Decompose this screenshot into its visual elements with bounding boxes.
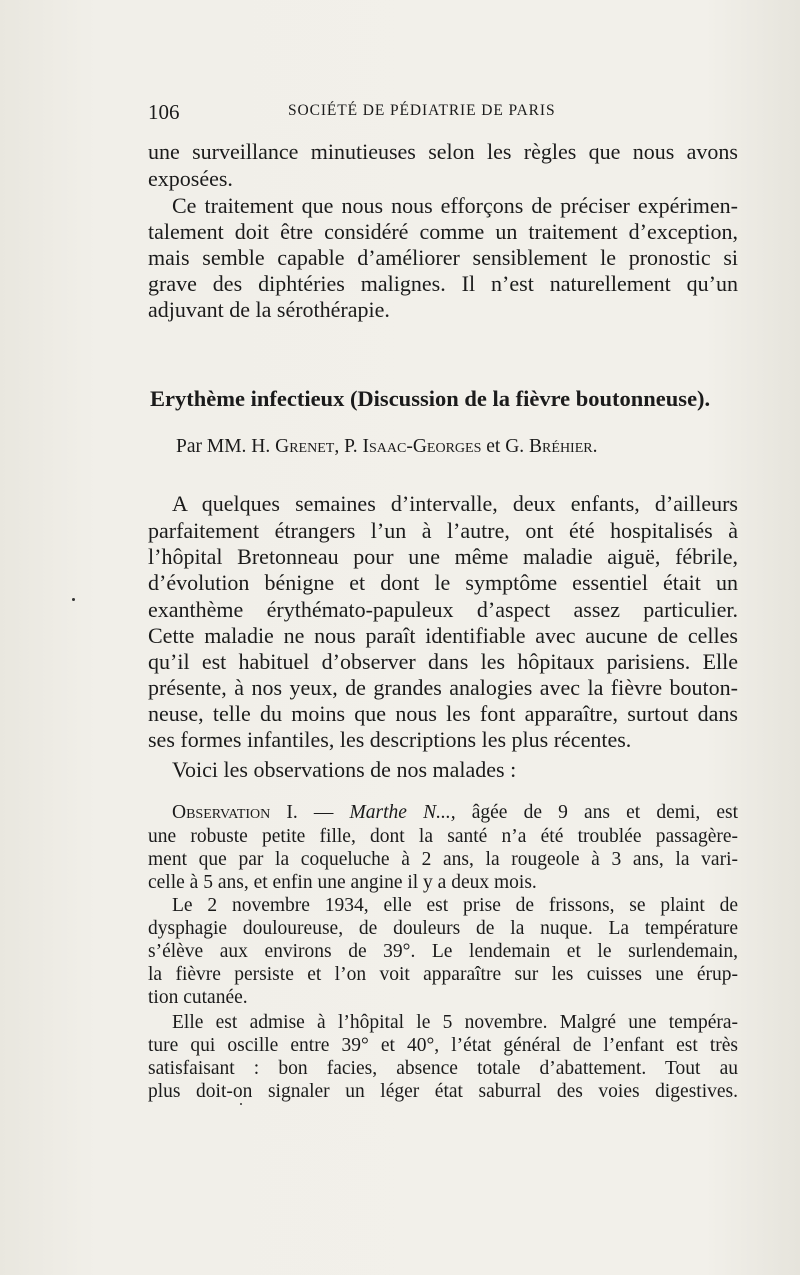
observation-line: celle à 5 ans, et enfin une angine il y a deux mois.: [148, 872, 537, 893]
paragraph5-line: s’élève aux environs de 39°. Le lendemain et le surlendemain,: [148, 941, 738, 962]
paragraph4-line: Voici les observations de nos malades :: [172, 757, 517, 782]
author-name: Grenet: [275, 436, 335, 457]
scan-speck: [240, 1103, 242, 1105]
paragraph5-line: Le 2 novembre 1934, elle est prise de frissons, se plaint de: [172, 895, 738, 916]
paragraph2-line: Ce traitement que nous nous efforçons de préciser expérimen-: [172, 193, 738, 218]
paragraph3-line: présente, à nos yeux, de grandes analogies avec la fièvre bouton-: [148, 675, 738, 700]
paragraph3-line: neuse, telle du moins que nous les font apparaître, surtout dans: [148, 701, 738, 726]
observation-line: une robuste petite fille, dont la santé n’a été troublée passagère-: [148, 826, 738, 847]
paragraph6-line: satisfaisant : bon facies, absence totale d’abattement. Tout au: [148, 1058, 738, 1079]
paragraph3-line: exanthème érythémato-papuleux d’aspect assez particulier.: [148, 597, 738, 622]
paragraph1-line: exposées.: [148, 166, 233, 191]
paragraph2-line: mais semble capable d’améliorer sensiblement le pronostic si: [148, 245, 738, 270]
paragraph3-line: ses formes infantiles, les descriptions les plus récentes.: [148, 727, 632, 752]
paragraph2-line: grave des diphtéries malignes. Il n’est naturellement qu’un: [148, 271, 738, 296]
paragraph5-line: la fièvre persiste et l’on voit apparaître sur les cuisses une érup-: [148, 964, 738, 985]
paragraph3-line: d’évolution bénigne et dont le symptôme essentiel était un: [148, 570, 738, 595]
paragraph5-line: tion cutanée.: [148, 987, 248, 1008]
paragraph2-line: talement doit être considéré comme un traitement d’exception,: [148, 219, 738, 244]
author-name: Bréhier.: [529, 436, 598, 457]
page-number: 106: [148, 100, 180, 124]
article-authors: [176, 436, 776, 458]
running-head: SOCIÉTÉ DE PÉDIATRIE DE PARIS: [288, 102, 556, 119]
paragraph1-line: une surveillance minutieuses selon les règles que nous avons: [148, 139, 738, 164]
paragraph3-line: A quelques semaines d’intervalle, deux enfants, d’ailleurs: [172, 491, 738, 516]
paragraph2-line: adjuvant de la sérothérapie.: [148, 297, 390, 322]
paragraph3-line: qu’il est habituel d’observer dans les hôpitaux parisiens. Elle: [148, 649, 738, 674]
page-header: [148, 100, 738, 126]
observation-line-rest: âgée de 9 ans et demi, est: [455, 802, 738, 823]
observation-dash: —: [297, 802, 350, 823]
author-name: Isaac-Georges: [362, 436, 482, 457]
paragraph3-line: Cette maladie ne nous paraît identifiable avec aucune de celles: [148, 623, 738, 648]
scan-speck: [72, 598, 75, 601]
article-title: Erythème infectieux (Discussion de la fièvre boutonneuse).: [150, 386, 711, 411]
observation-line: ment que par la coqueluche à 2 ans, la rougeole à 3 ans, la vari-: [148, 849, 738, 870]
paragraph6-line: ture qui oscille entre 39° et 40°, l’état général de l’enfant est très: [148, 1035, 738, 1056]
authors-separator: et G.: [481, 436, 525, 457]
paragraph3-line: parfaitement étrangers l’un à l’autre, ont été hospitalisés à: [148, 518, 738, 543]
authors-separator: , P.: [334, 436, 358, 457]
observation-first-line: [172, 801, 738, 824]
paragraph6-line: plus doit-on signaler un léger état saburral des voies digestives.: [148, 1081, 738, 1102]
observation-label: Observation I.: [172, 802, 298, 823]
patient-name: Marthe N...,: [349, 802, 456, 823]
paragraph5-line: dysphagie douloureuse, de douleurs de la nuque. La température: [148, 918, 738, 939]
authors-prefix: Par MM. H.: [176, 436, 271, 457]
paragraph6-line: Elle est admise à l’hôpital le 5 novembre. Malgré une tempéra-: [172, 1012, 738, 1033]
paragraph3-line: l’hôpital Bretonneau pour une même maladie aiguë, fébrile,: [148, 544, 738, 569]
